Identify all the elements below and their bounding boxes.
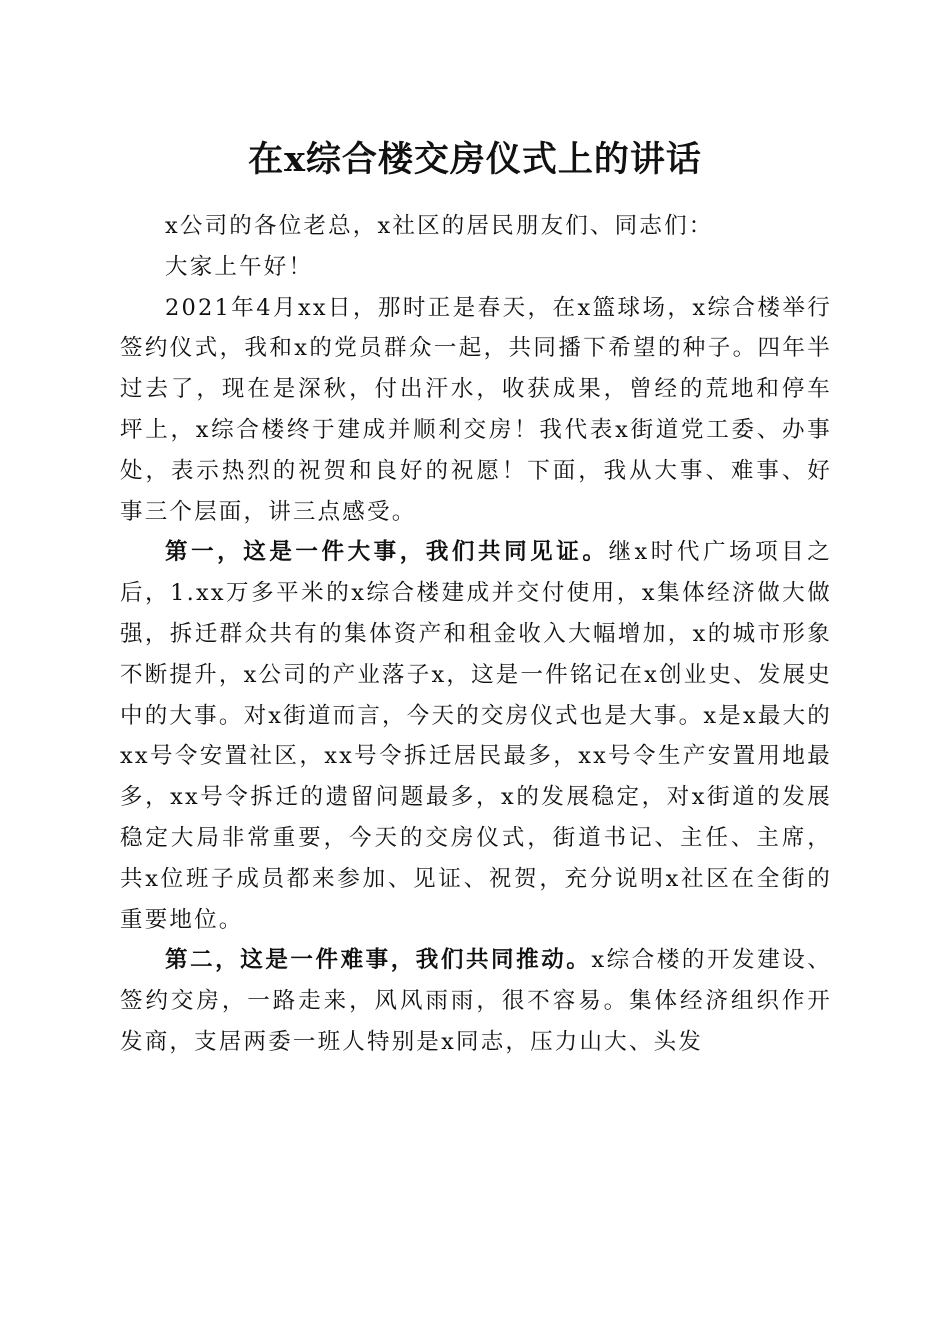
point-two-lead: 第二，这是一件难事，我们共同推动。 xyxy=(165,947,592,974)
greeting: 大家上午好！ xyxy=(165,253,314,280)
point-one-lead: 第一，这是一件大事，我们共同见证。 xyxy=(165,539,609,566)
document-body xyxy=(120,206,832,1063)
paragraph-point-two xyxy=(120,940,832,1062)
paragraph-intro: 2021年4月xx日，那时正是春天，在x篮球场，x综合楼举行签约仪式，我和x的党员群众一起，共同播下希望的种子。四年半过去了，现在是深秋，付出汗水，收获成果，曾经的荒地和停车坪上，x综合楼终于建成并顺利交房！我代表x街道党工委、办事处，表示热烈的祝贺和良好的祝愿！下面，我从大事、难事、好事三个层面，讲三点感受。 xyxy=(120,294,832,525)
point-one-text: 继x时代广场项目之后，1.xx万多平米的x综合楼建成并交付使用，x集体经济做大做强，拆迁群众共有的集体资产和租金收入大幅增加，x的城市形象不断提升，x公司的产业落子x，这是一件铭记在x创业史、发展史中的大事。对x街道而言，今天的交房仪式也是大事。x是x最大的xx号令安置社区，xx号令拆迁居民最多，xx号令生产安置用地最多，xx号令拆迁的遗留问题最多，x的发展稳定，对x街道的发展稳定大局非常重要，今天的交房仪式，街道书记、主任、主席，共x位班子成员都来参加、见证、祝贺，充分说明x社区在全街的重要地位。 xyxy=(120,539,832,933)
page-title: 在x综合楼交房仪式上的讲话 xyxy=(248,139,702,180)
paragraph-point-one xyxy=(120,532,832,940)
point-two-text: x综合楼的开发建设、签约交房，一路走来，风风雨雨，很不容易。集体经济组织作开发商，支居两委一班人特别是x同志，压力山大、头发 xyxy=(120,947,832,1055)
salutation: x公司的各位老总，x社区的居民朋友们、同志们： xyxy=(165,213,714,239)
